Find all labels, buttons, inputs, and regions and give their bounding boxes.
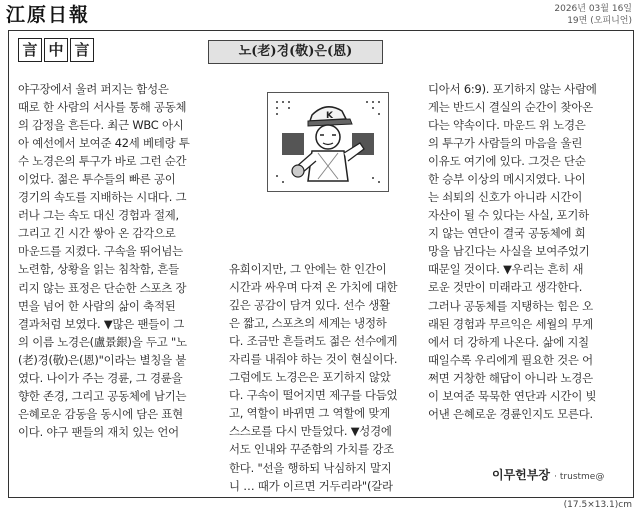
cap-letter: K bbox=[326, 111, 333, 121]
article-column-2 bbox=[229, 260, 426, 495]
text-line: 다는 약속이다. 마운드 위 노경은 bbox=[428, 118, 586, 133]
text-line: 래된 경험과 무르익은 세월의 무게 bbox=[428, 316, 593, 331]
text-line: 이었다. 젊은 투수들의 빠른 공이 bbox=[18, 172, 176, 187]
pitcher-cartoon-icon bbox=[268, 93, 388, 191]
column-tag bbox=[18, 38, 94, 62]
text-line: 디아서 6:9). 포기하지 않는 사람에 bbox=[428, 82, 597, 96]
text-line: 깊은 공감이 담겨 있다. 선수 생활 bbox=[229, 298, 390, 313]
text-line: 이 보여준 묵묵한 연단과 시간이 빚 bbox=[428, 388, 597, 403]
text-line: 니 … 때가 이르면 거두리라"(갈라 bbox=[229, 478, 393, 493]
text-line: 망을 남긴다는 사실을 보여주었기 bbox=[428, 244, 590, 259]
column-tag-char: 中 bbox=[44, 38, 68, 62]
text-line: 때문일 것이다. ▼우리는 흔히 새 bbox=[428, 262, 584, 277]
text-line: 향한 존경, 그리고 공동체에 남기는 bbox=[18, 388, 187, 403]
text-line: 자리를 내줘야 하는 것이 현실이다. bbox=[229, 352, 398, 367]
text-line: 은혜로운 감동을 동시에 담은 표현 bbox=[18, 406, 183, 421]
text-line: 야구장에서 울려 퍼지는 함성은 bbox=[18, 82, 169, 96]
article-column-3-first-line bbox=[428, 80, 626, 98]
author-byline: 이무헌부장 · trustme@ bbox=[492, 468, 605, 482]
text-line: 의 감정을 흔든다. 최근 WBC 아시 bbox=[18, 118, 184, 133]
text-line: 이유도 여기에 있다. 그것은 단순 bbox=[428, 154, 586, 169]
text-line: 스스로를 다시 만들었다. ▼성경에 bbox=[229, 424, 392, 439]
text-line: 그리고 긴 시간 쌓아 온 감각으로 bbox=[18, 226, 176, 241]
text-line: 한다. "선을 행하되 낙심하지 말지 bbox=[229, 460, 392, 475]
masthead: 江原日報 bbox=[6, 4, 91, 26]
text-line: 리지 않는 표정은 단순한 스포츠 장 bbox=[18, 280, 187, 295]
text-line: 마운드를 지켰다. 구속을 뛰어넘는 bbox=[18, 244, 183, 259]
text-line: 그러나 공동체를 지탱하는 힘은 오 bbox=[428, 298, 593, 313]
text-line: 노련함, 상황을 읽는 침착함, 흔들 bbox=[18, 262, 179, 277]
text-line: 지 않는 연단이 결국 공동체에 희 bbox=[428, 226, 586, 241]
article-column-1 bbox=[18, 80, 216, 441]
text-line: 때일수록 우리에게 필요한 것은 어 bbox=[428, 352, 593, 367]
column-tag-char: 言 bbox=[70, 38, 94, 62]
text-line: 로운 것만이 미래라고 생각한다. bbox=[428, 280, 583, 295]
article-column-3 bbox=[428, 98, 626, 423]
text-line: 의 이름 노경은(盧景銀)을 두고 "노 bbox=[18, 334, 187, 349]
text-line: 은 짧고, 스포츠의 세계는 냉정하 bbox=[229, 316, 387, 331]
date-text: 2026년 03월 16일 bbox=[554, 4, 632, 14]
text-line: 서도 인내와 꾸준함의 가치를 강조 bbox=[229, 442, 394, 457]
text-line: 러나 그는 속도 대신 경험과 절제, bbox=[18, 208, 179, 223]
text-line: 때로 한 사람의 서사를 통해 공동체 bbox=[18, 100, 187, 115]
pitcher-illustration bbox=[267, 92, 389, 192]
text-line: 의 투구가 사람들의 마음을 울린 bbox=[428, 136, 583, 151]
text-line: 유희이지만, 그 안에는 한 인간이 bbox=[229, 262, 387, 276]
text-line: 쩌면 거창한 해답이 아니라 노경은 bbox=[428, 370, 593, 385]
text-line: 에서 더 강하게 나온다. 삶에 지칠 bbox=[428, 334, 589, 349]
column-tag-char: 言 bbox=[18, 38, 42, 62]
text-line: 고, 역할이 바뀌면 그 역할에 맞게 bbox=[229, 406, 390, 421]
text-line: 는 쇠퇴의 신호가 아니라 시간이 bbox=[428, 190, 583, 205]
size-note: (17.5×13.1)cm bbox=[563, 500, 632, 510]
text-line: 시간과 싸우며 다져 온 가치에 대한 bbox=[229, 280, 398, 295]
text-line: 결과처럼 보였다. ▼많은 팬들이 그 bbox=[18, 316, 185, 331]
text-line: 면을 넘어 한 사람의 삶이 축적된 bbox=[18, 298, 176, 313]
text-line: 아 예선에서 보여준 42세 베테랑 투 bbox=[18, 136, 190, 151]
text-line: 경기의 속도를 지배하는 시대다. 그 bbox=[18, 190, 187, 205]
text-line: 다. 구속이 떨어지면 제구를 다듬었 bbox=[229, 388, 398, 403]
author-name: 이무헌부장 bbox=[492, 468, 550, 482]
text-line: 어낸 은혜로운 경륜인지도 모른다. bbox=[428, 406, 593, 421]
text-line: 자산이 될 수 있다는 사실, 포기하 bbox=[428, 208, 589, 223]
dateline bbox=[554, 3, 632, 27]
author-email: trustme@ bbox=[559, 472, 605, 482]
text-line: 한 승부 이상의 메시지였다. 나이 bbox=[428, 172, 586, 187]
text-line: 이다. 야구 팬들의 재치 있는 언어 bbox=[18, 424, 179, 439]
text-line: 게는 반드시 결실의 순간이 찾아온 bbox=[428, 100, 593, 114]
text-line: 다. 조금만 흔들려도 젊은 선수에게 bbox=[229, 334, 398, 349]
text-line: 그럼에도 노경은은 포기하지 않았 bbox=[229, 370, 391, 385]
page-text: 19면 (오피니언) bbox=[567, 16, 632, 26]
text-line: (老)경(敬)은(恩)"이라는 별칭을 붙 bbox=[18, 352, 187, 367]
text-line: 였다. 나이가 주는 경륜, 그 경륜을 bbox=[18, 370, 183, 385]
text-line: 수 노경은의 투구가 바로 그런 순간 bbox=[18, 154, 187, 169]
article-title: 노(老)경(敬)은(恩) bbox=[208, 40, 383, 64]
